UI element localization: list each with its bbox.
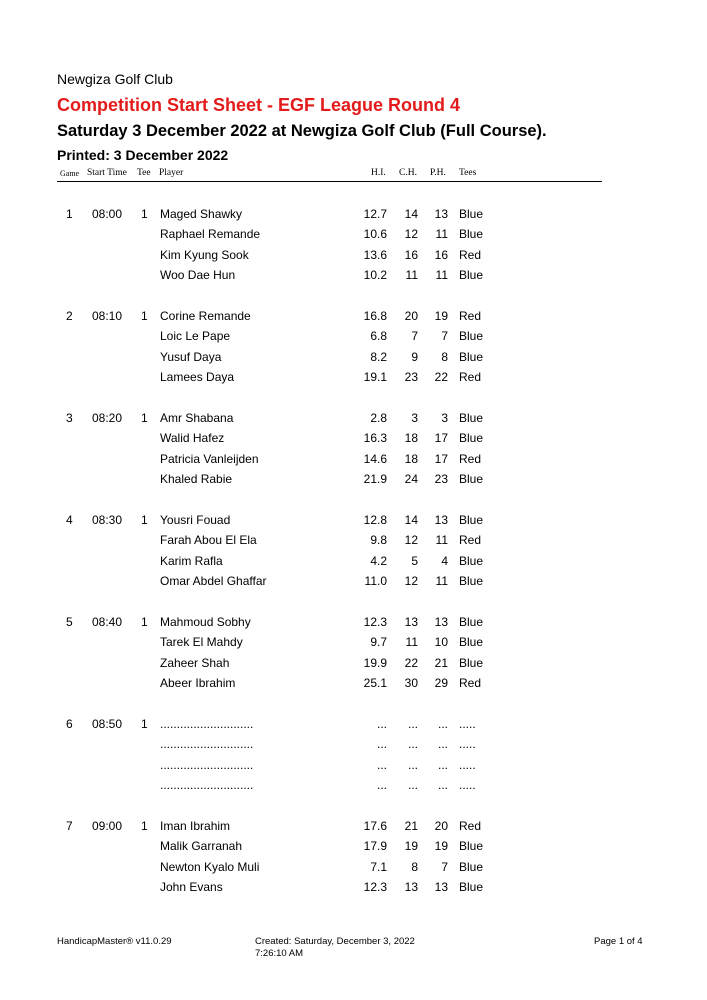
- game-number: 5: [66, 615, 73, 629]
- course-handicap: 19: [404, 839, 418, 854]
- course-handicap: 14: [404, 513, 418, 527]
- handicap-index: 8.2: [370, 349, 387, 364]
- col-ch: C.H.: [399, 168, 417, 178]
- tee-number: 1: [141, 207, 148, 221]
- handicap-index: 17.9: [363, 839, 387, 854]
- tees-colour: .....: [459, 717, 476, 731]
- printed-date: Printed: 3 December 2022: [57, 147, 229, 163]
- course-handicap: 24: [404, 472, 418, 487]
- tees-colour: .....: [459, 778, 476, 793]
- handicap-index: 6.8: [370, 329, 387, 344]
- handicap-index: 19.1: [363, 370, 387, 385]
- tees-colour: Red: [459, 819, 482, 833]
- handicap-index: ...: [376, 757, 387, 772]
- course-handicap: 23: [404, 370, 418, 385]
- playing-handicap: 21: [434, 655, 448, 670]
- player-name: Yusuf Daya: [160, 349, 222, 364]
- player-name: Yousri Fouad: [160, 513, 231, 527]
- course-handicap: 11: [405, 268, 418, 283]
- playing-handicap: 13: [434, 880, 448, 895]
- course-handicap: 12: [404, 533, 418, 548]
- tees-colour: Blue: [459, 431, 484, 446]
- start-time: 08:10: [92, 309, 123, 323]
- page-number: Page 1 of 4: [594, 936, 643, 947]
- player-name: Tarek El Mahdy: [160, 635, 243, 650]
- playing-handicap: 11: [435, 268, 448, 283]
- course-handicap: ...: [407, 717, 418, 731]
- playing-handicap: 7: [441, 329, 448, 344]
- playing-handicap: ...: [437, 757, 448, 772]
- software-version: HandicapMaster® v11.0.29: [57, 936, 172, 947]
- playing-handicap: ...: [437, 737, 448, 752]
- tees-colour: Blue: [459, 635, 484, 650]
- handicap-index: 17.6: [363, 819, 387, 833]
- player-name: ............................: [160, 757, 254, 772]
- game-number: 3: [66, 411, 73, 425]
- course-handicap: 5: [411, 553, 418, 568]
- handicap-index: ...: [376, 778, 387, 793]
- club-name: Newgiza Golf Club: [57, 71, 173, 87]
- tees-colour: Blue: [459, 207, 484, 221]
- course-handicap: 30: [404, 676, 418, 691]
- handicap-index: 10.2: [363, 268, 387, 283]
- player-name: John Evans: [160, 880, 223, 895]
- tees-colour: Red: [459, 247, 482, 262]
- col-ph: P.H.: [430, 168, 446, 178]
- tees-colour: Blue: [459, 349, 484, 364]
- player-name: Zaheer Shah: [160, 655, 230, 670]
- tees-colour: Red: [459, 370, 482, 385]
- page-title: Competition Start Sheet - EGF League Round 4: [57, 95, 461, 115]
- playing-handicap: 19: [434, 309, 448, 323]
- player-name: Maged Shawky: [160, 207, 243, 221]
- course-handicap: 21: [404, 819, 418, 833]
- player-name: Abeer Ibrahim: [160, 676, 236, 691]
- player-name: ............................: [160, 737, 254, 752]
- tees-colour: Blue: [459, 472, 484, 487]
- tees-colour: Blue: [459, 513, 484, 527]
- course-handicap: 8: [411, 859, 418, 874]
- course-handicap: 3: [411, 411, 418, 425]
- handicap-index: 14.6: [363, 451, 387, 466]
- handicap-index: 10.6: [363, 227, 387, 242]
- player-name: Malik Garranah: [160, 839, 243, 854]
- playing-handicap: 22: [434, 370, 448, 385]
- course-handicap: 13: [404, 880, 418, 895]
- tee-number: 1: [141, 309, 148, 323]
- col-tees: Tees: [459, 168, 477, 178]
- tees-colour: Blue: [459, 839, 484, 854]
- playing-handicap: 7: [441, 859, 448, 874]
- playing-handicap: 16: [434, 247, 448, 262]
- handicap-index: ...: [376, 737, 387, 752]
- handicap-index: 12.7: [363, 207, 387, 221]
- playing-handicap: ...: [437, 717, 448, 731]
- playing-handicap: 23: [434, 472, 448, 487]
- player-name: Omar Abdel Ghaffar: [160, 574, 267, 589]
- game-number: 2: [66, 309, 73, 323]
- player-name: Iman Ibrahim: [160, 819, 231, 833]
- start-time: 08:20: [92, 411, 123, 425]
- col-game: Game: [60, 169, 80, 178]
- player-name: Woo Dae Hun: [160, 268, 236, 283]
- tee-number: 1: [141, 513, 148, 527]
- start-time: 08:50: [92, 717, 123, 731]
- handicap-index: 12.3: [363, 615, 387, 629]
- handicap-index: 13.6: [363, 247, 387, 262]
- tee-number: 1: [141, 411, 148, 425]
- playing-handicap: 8: [441, 349, 448, 364]
- player-name: Lamees Daya: [160, 370, 235, 385]
- col-tee: Tee: [137, 168, 151, 178]
- playing-handicap: 13: [434, 513, 448, 527]
- playing-handicap: 19: [434, 839, 448, 854]
- player-name: Mahmoud Sobhy: [160, 615, 251, 629]
- player-name: Corine Remande: [160, 309, 251, 323]
- tees-colour: Blue: [459, 859, 484, 874]
- playing-handicap: 4: [441, 553, 448, 568]
- course-handicap: 22: [404, 655, 418, 670]
- col-start-time: Start Time: [87, 168, 127, 178]
- tees-colour: Red: [459, 451, 482, 466]
- playing-handicap: 17: [434, 431, 448, 446]
- player-name: Khaled Rabie: [160, 472, 233, 487]
- tees-colour: Blue: [459, 411, 484, 425]
- handicap-index: 7.1: [370, 859, 387, 874]
- start-time: 08:30: [92, 513, 123, 527]
- created-time: 7:26:10 AM: [255, 948, 304, 959]
- player-name: Farah Abou El Ela: [160, 533, 257, 548]
- handicap-index: 12.3: [363, 880, 387, 895]
- handicap-index: 25.1: [363, 676, 387, 691]
- course-handicap: 12: [404, 574, 418, 589]
- game-number: 4: [66, 513, 73, 527]
- course-handicap: 18: [404, 431, 418, 446]
- col-player: Player: [159, 168, 184, 178]
- handicap-index: 9.7: [370, 635, 387, 650]
- playing-handicap: 11: [435, 227, 448, 242]
- playing-handicap: 29: [434, 676, 448, 691]
- start-time: 09:00: [92, 819, 123, 833]
- course-handicap: 11: [405, 635, 418, 650]
- course-handicap: ...: [407, 757, 418, 772]
- playing-handicap: 11: [435, 574, 448, 589]
- tees-colour: Blue: [459, 655, 484, 670]
- playing-handicap: 3: [441, 411, 448, 425]
- course-handicap: ...: [407, 737, 418, 752]
- player-name: Loic Le Pape: [160, 329, 231, 344]
- competition-subtitle: Saturday 3 December 2022 at Newgiza Golf Club (Full Course).: [57, 122, 547, 140]
- handicap-index: 4.2: [370, 553, 387, 568]
- handicap-index: 11.0: [364, 574, 387, 589]
- player-name: Raphael Remande: [160, 227, 261, 242]
- created-timestamp: [255, 936, 415, 960]
- player-name: Amr Shabana: [160, 411, 234, 425]
- table-header: [57, 168, 602, 181]
- player-name: Karim Rafla: [160, 553, 223, 568]
- course-handicap: 20: [404, 309, 418, 323]
- tees-colour: Blue: [459, 574, 484, 589]
- start-time: 08:40: [92, 615, 123, 629]
- game-number: 6: [66, 717, 73, 731]
- player-name: ............................: [160, 778, 254, 793]
- course-handicap: 7: [411, 329, 418, 344]
- tees-colour: .....: [459, 757, 476, 772]
- tees-colour: Blue: [459, 880, 484, 895]
- course-handicap: 18: [404, 451, 418, 466]
- game-number: 7: [66, 819, 73, 833]
- course-handicap: 16: [404, 247, 418, 262]
- handicap-index: ...: [376, 717, 387, 731]
- handicap-index: 21.9: [363, 472, 387, 487]
- player-name: Patricia Vanleijden: [160, 451, 259, 466]
- tee-number: 1: [141, 717, 148, 731]
- start-time: 08:00: [92, 207, 123, 221]
- playing-handicap: 20: [434, 819, 448, 833]
- tee-number: 1: [141, 615, 148, 629]
- tees-colour: .....: [459, 737, 476, 752]
- game-number: 1: [66, 207, 73, 221]
- course-handicap: 9: [411, 349, 418, 364]
- tees-colour: Red: [459, 676, 482, 691]
- tees-colour: Blue: [459, 329, 484, 344]
- playing-handicap: ...: [437, 778, 448, 793]
- playing-handicap: 17: [434, 451, 448, 466]
- tees-colour: Blue: [459, 553, 484, 568]
- tees-colour: Red: [459, 533, 482, 548]
- course-handicap: ...: [407, 778, 418, 793]
- playing-handicap: 13: [434, 615, 448, 629]
- player-name: Newton Kyalo Muli: [160, 859, 260, 874]
- playing-handicap: 13: [434, 207, 448, 221]
- header-rule: [57, 181, 602, 182]
- handicap-index: 12.8: [363, 513, 387, 527]
- playing-handicap: 11: [435, 533, 448, 548]
- playing-handicap: 10: [434, 635, 448, 650]
- player-name: Kim Kyung Sook: [160, 247, 249, 262]
- handicap-index: 2.8: [370, 411, 387, 425]
- created-date: Created: Saturday, December 3, 2022: [255, 936, 415, 947]
- player-name: ............................: [160, 717, 254, 731]
- col-hi: H.I.: [371, 168, 386, 178]
- course-handicap: 12: [404, 227, 418, 242]
- course-handicap: 14: [404, 207, 418, 221]
- player-name: Walid Hafez: [160, 431, 225, 446]
- tee-number: 1: [141, 819, 148, 833]
- handicap-index: 16.8: [363, 309, 387, 323]
- handicap-index: 9.8: [370, 533, 387, 548]
- tees-colour: Blue: [459, 268, 484, 283]
- course-handicap: 13: [404, 615, 418, 629]
- tees-colour: Red: [459, 309, 482, 323]
- tees-colour: Blue: [459, 615, 484, 629]
- handicap-index: 19.9: [363, 655, 387, 670]
- handicap-index: 16.3: [363, 431, 387, 446]
- tees-colour: Blue: [459, 227, 484, 242]
